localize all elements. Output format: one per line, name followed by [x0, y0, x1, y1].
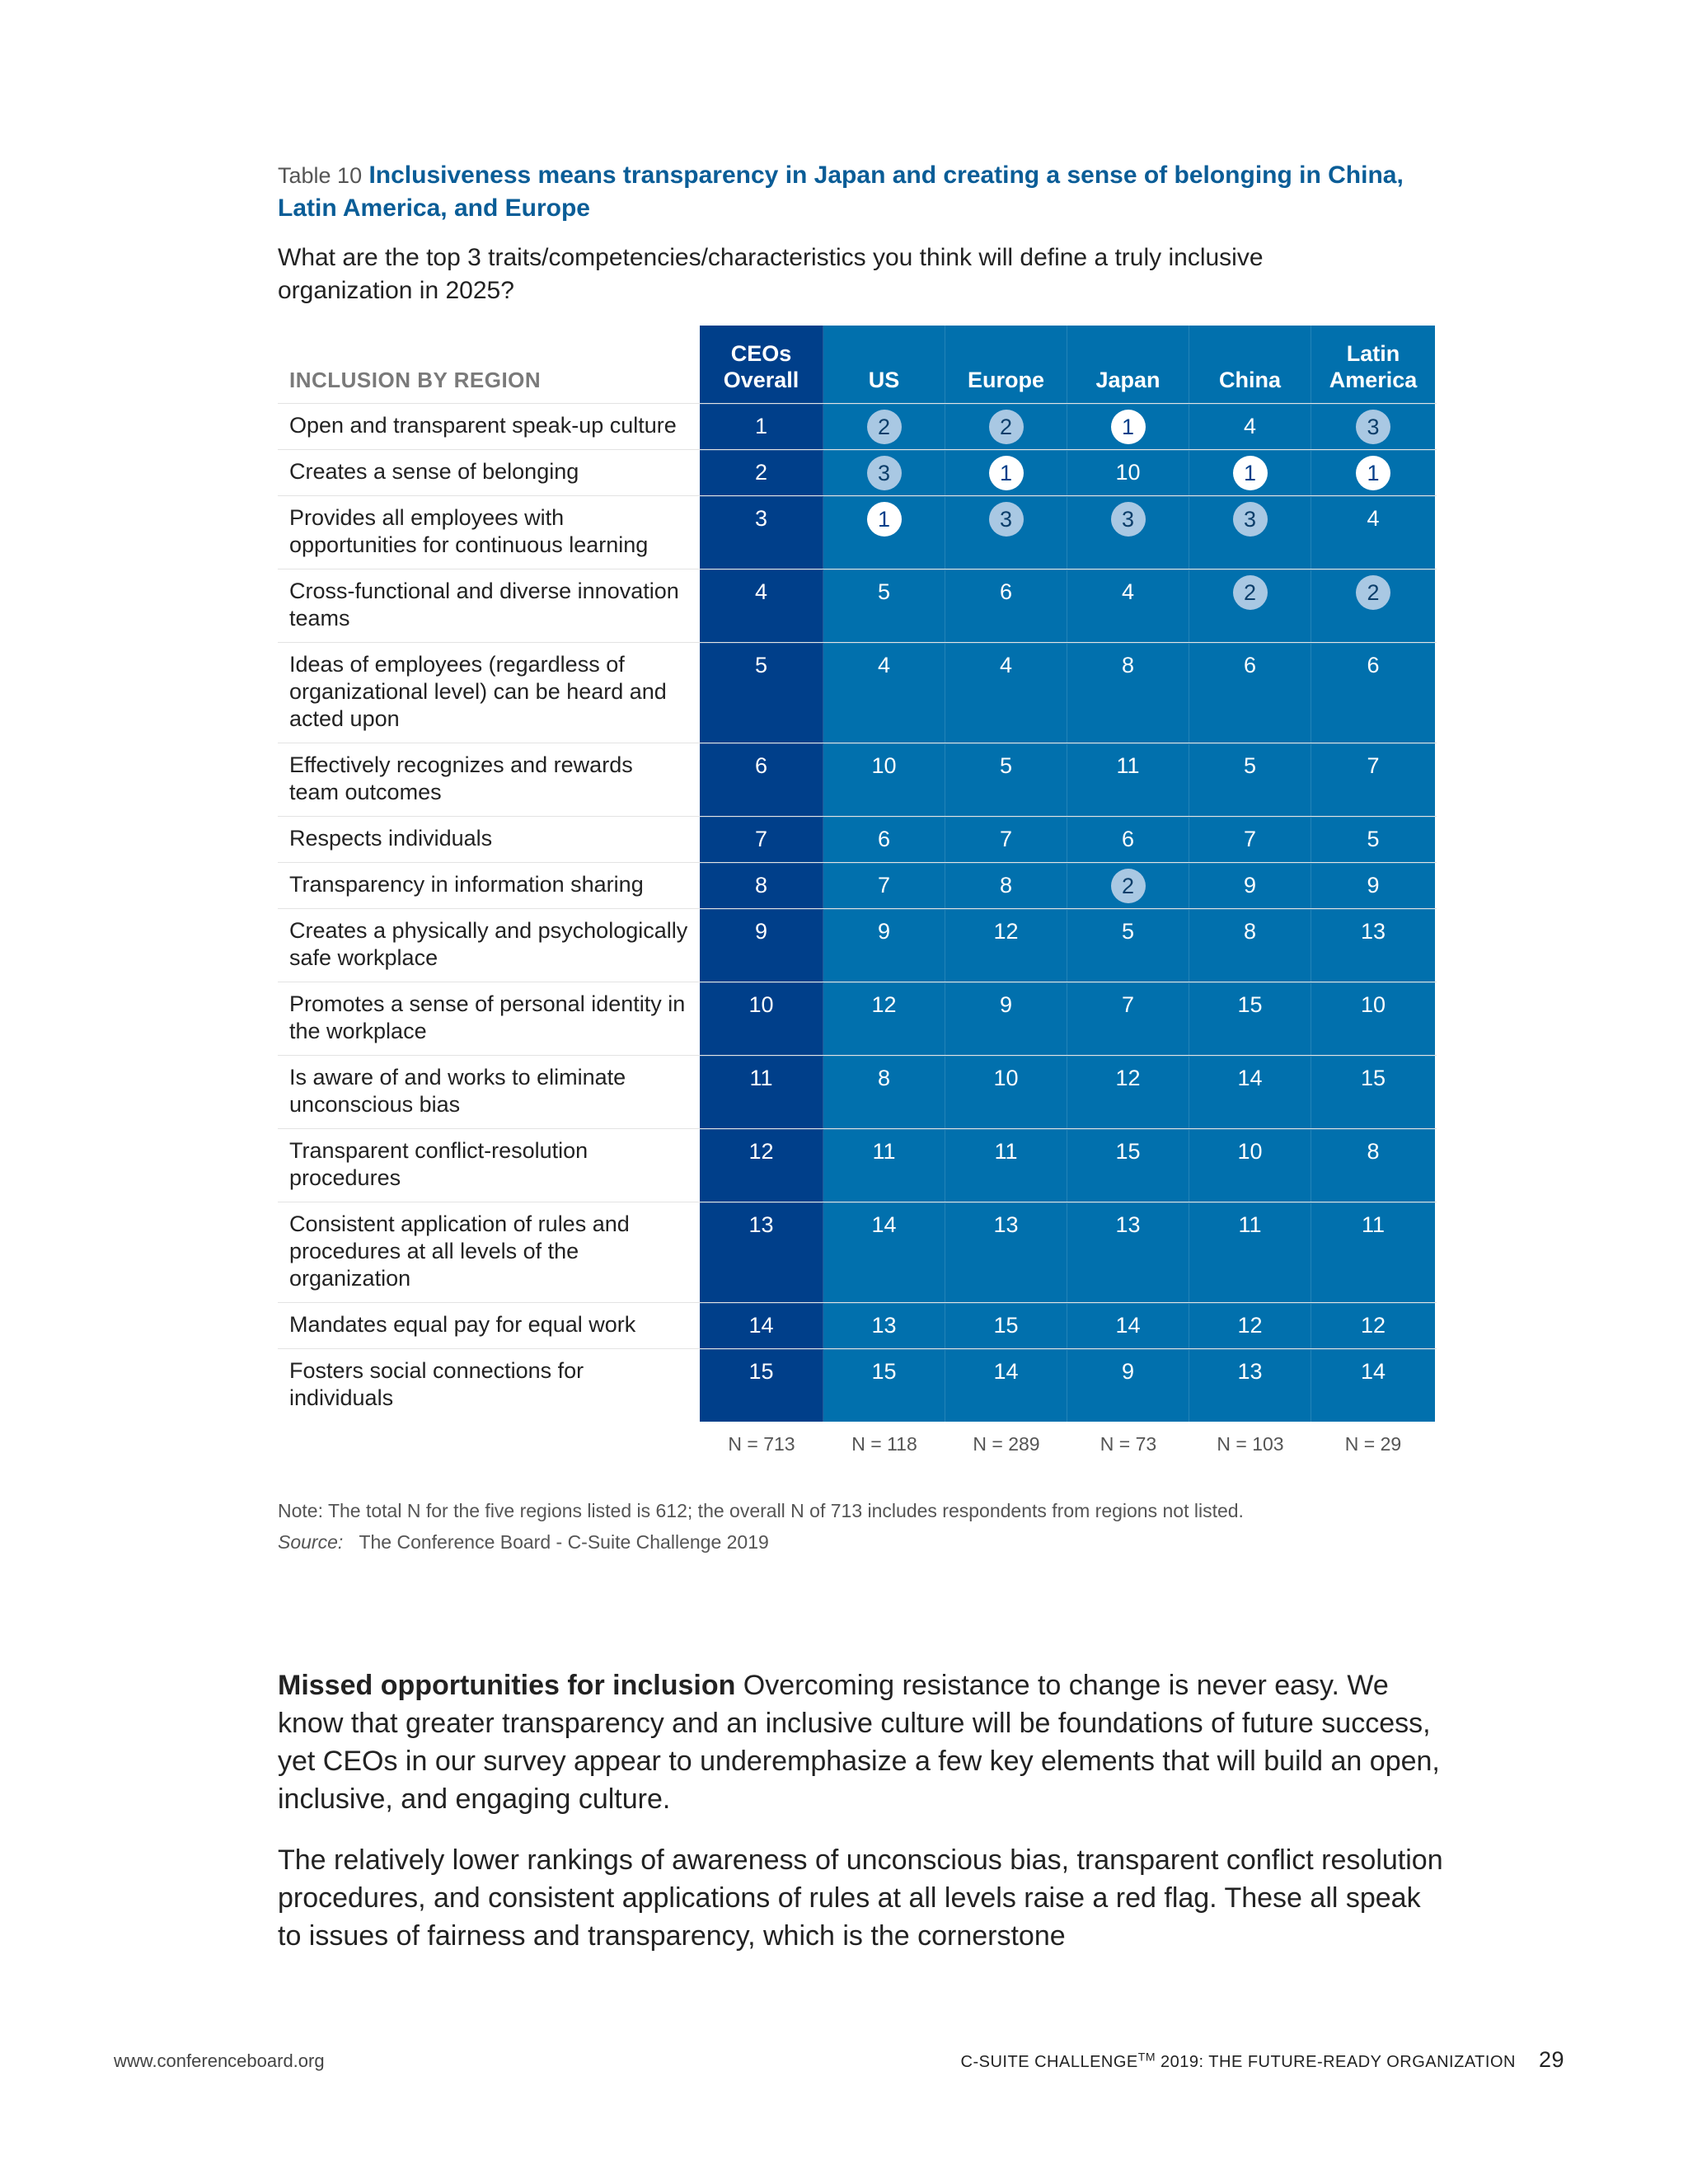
rank-value: 7: [1243, 827, 1257, 851]
rank-badge-top3: 3: [1356, 410, 1390, 444]
table-row: [278, 1302, 1437, 1348]
column-header: [1311, 326, 1435, 403]
table-row: [278, 816, 1437, 862]
rank-cell: [1067, 1056, 1189, 1128]
rank-value: 13: [748, 1212, 774, 1237]
ranking-table: [278, 326, 1437, 1422]
sample-size: N = 103: [1217, 1433, 1284, 1455]
rank-value: 12: [1360, 1313, 1386, 1338]
row-label: Fosters social connections for individuals: [289, 1358, 584, 1410]
rank-value: 4: [754, 579, 768, 604]
rank-cell: [823, 817, 945, 862]
rank-cell: [945, 863, 1067, 908]
rank-value: 15: [1237, 992, 1263, 1017]
rank-value: 8: [1121, 653, 1135, 677]
rank-cell: [1189, 1303, 1311, 1348]
publication-title-a: C-SUITE CHALLENGE: [960, 2053, 1138, 2071]
table-row: [278, 569, 1437, 642]
rank-value: 13: [993, 1212, 1019, 1237]
sample-size-row: [278, 1433, 1448, 1455]
body-paragraph-1: [278, 1666, 1448, 1818]
rank-value: 11: [1238, 1212, 1262, 1237]
rank-cell: [1189, 569, 1311, 642]
rank-value: 12: [871, 992, 897, 1017]
sample-size: N = 118: [851, 1433, 917, 1455]
rank-value: 9: [754, 919, 768, 944]
rank-badge-top3: 1: [989, 456, 1024, 490]
rank-badge-top3: 3: [1233, 502, 1268, 537]
row-label: Provides all employees with opportunities for continuous learning: [289, 505, 649, 557]
rank-value: 14: [993, 1359, 1019, 1384]
rank-cell: [1311, 496, 1435, 569]
rank-cell: [945, 404, 1067, 449]
rank-value: 6: [1243, 653, 1257, 677]
rank-badge-top3: 1: [1233, 456, 1268, 490]
table-row: [278, 1055, 1437, 1128]
column-header: [1067, 326, 1189, 403]
rank-badge-top3: 2: [867, 410, 902, 444]
rank-cell: [1311, 1129, 1435, 1202]
rank-cell: [700, 450, 823, 495]
rank-cell: [1189, 496, 1311, 569]
rank-cell: [1189, 863, 1311, 908]
sample-size: N = 73: [1100, 1433, 1157, 1455]
rank-cell: [1311, 643, 1435, 743]
rank-cell: [1189, 743, 1311, 816]
column-header-line: Japan: [1095, 368, 1160, 392]
rank-value: 14: [1360, 1359, 1386, 1384]
paragraph-lead: Missed opportunities for inclusion: [278, 1670, 736, 1701]
rank-cell: [945, 982, 1067, 1055]
rank-cell: [823, 569, 945, 642]
rank-cell: [823, 982, 945, 1055]
rank-value: 10: [871, 753, 897, 778]
rank-value: 11: [749, 1066, 773, 1090]
rank-badge-top3: 2: [1356, 575, 1390, 610]
rank-cell: [945, 569, 1067, 642]
column-header-line: CEOs: [730, 341, 792, 366]
rank-value: 9: [1121, 1359, 1135, 1384]
rank-value: 12: [748, 1139, 774, 1164]
rank-value: 6: [1367, 653, 1380, 677]
sample-size: N = 289: [973, 1433, 1040, 1455]
rank-value: 8: [1243, 919, 1257, 944]
rank-cell: [1067, 1349, 1189, 1422]
rank-value: 3: [754, 506, 768, 531]
rank-value: 15: [871, 1359, 897, 1384]
rank-value: 4: [1121, 579, 1135, 604]
source-text: The Conference Board - C-Suite Challenge 2019: [359, 1531, 769, 1553]
rank-value: 5: [1121, 919, 1135, 944]
publication-title-b: 2019: THE FUTURE-READY ORGANIZATION: [1155, 2053, 1516, 2071]
rank-badge-top3: 2: [1233, 575, 1268, 610]
body-paragraph-2: The relatively lower rankings of awareness of unconscious bias, transparent conflict resolution procedures, and consistent applications of rules at all levels raise a red flag. These all speak to issues of fairness and transparency, which is the cornerstone: [278, 1844, 1443, 1952]
page-number: 29: [1538, 2047, 1564, 2072]
table-row: [278, 1348, 1437, 1422]
rank-cell: [1311, 1056, 1435, 1128]
rank-value: 14: [748, 1313, 774, 1338]
rank-value: 5: [754, 653, 768, 677]
rank-cell: [823, 743, 945, 816]
rank-value: 8: [754, 873, 768, 898]
row-label: Is aware of and works to eliminate unconscious bias: [289, 1065, 626, 1117]
rank-cell: [1189, 404, 1311, 449]
rank-cell: [945, 817, 1067, 862]
rank-cell: [823, 863, 945, 908]
rank-value: 7: [1367, 753, 1380, 778]
rank-value: 13: [1360, 919, 1386, 944]
rank-cell: [700, 1129, 823, 1202]
rank-value: 12: [993, 919, 1019, 944]
table-row: [278, 982, 1437, 1055]
rank-cell: [945, 1202, 1067, 1302]
rank-value: 4: [1367, 506, 1380, 531]
rank-value: 11: [872, 1139, 896, 1164]
rank-cell: [823, 404, 945, 449]
rank-badge-top3: 1: [1356, 456, 1390, 490]
rank-badge-top3: 1: [867, 502, 902, 537]
rank-value: 1: [754, 414, 768, 438]
rank-cell: [700, 643, 823, 743]
rank-cell: [1067, 817, 1189, 862]
rank-cell: [1311, 404, 1435, 449]
rank-cell: [1067, 743, 1189, 816]
rank-cell: [1189, 1349, 1311, 1422]
rank-value: 10: [993, 1066, 1019, 1090]
trademark: TM: [1137, 2050, 1156, 2064]
rank-cell: [1067, 1202, 1189, 1302]
rank-value: 7: [877, 873, 891, 898]
rank-value: 7: [999, 827, 1013, 851]
rank-cell: [1067, 569, 1189, 642]
rank-cell: [823, 1129, 945, 1202]
rank-cell: [945, 1129, 1067, 1202]
rank-cell: [1067, 982, 1189, 1055]
rank-cell: [945, 496, 1067, 569]
row-label: Transparency in information sharing: [289, 872, 644, 897]
rank-value: 12: [1237, 1313, 1263, 1338]
rank-value: 11: [1116, 753, 1140, 778]
table-row: [278, 862, 1437, 908]
rank-cell: [1311, 1303, 1435, 1348]
rank-cell: [823, 496, 945, 569]
rank-value: 10: [1115, 460, 1141, 485]
column-header: [945, 326, 1067, 403]
rank-value: 5: [1367, 827, 1380, 851]
rank-cell: [1311, 1349, 1435, 1422]
rank-value: 14: [871, 1212, 897, 1237]
row-header-label: INCLUSION BY REGION: [289, 368, 542, 392]
row-label: Transparent conflict-resolution procedures: [289, 1138, 588, 1190]
row-label: Cross-functional and diverse innovation teams: [289, 579, 679, 630]
rank-cell: [700, 1056, 823, 1128]
rank-cell: [823, 1349, 945, 1422]
rank-cell: [1189, 1056, 1311, 1128]
rank-cell: [945, 743, 1067, 816]
rank-value: 15: [1115, 1139, 1141, 1164]
table-note: [278, 1495, 1448, 1558]
column-header-line: China: [1218, 368, 1281, 392]
rank-cell: [700, 982, 823, 1055]
rank-cell: [700, 569, 823, 642]
source-line: [278, 1526, 1448, 1558]
rank-value: 5: [877, 579, 891, 604]
rank-cell: [1067, 909, 1189, 982]
rank-cell: [1067, 1129, 1189, 1202]
rank-value: 10: [748, 992, 774, 1017]
rank-cell: [823, 909, 945, 982]
rank-cell: [823, 450, 945, 495]
rank-badge-top3: 3: [867, 456, 902, 490]
rank-cell: [1067, 863, 1189, 908]
survey-question: What are the top 3 traits/competencies/characteristics you think will define a truly inclusive organization in 2025?: [278, 244, 1264, 304]
rank-cell: [700, 404, 823, 449]
rank-cell: [945, 1303, 1067, 1348]
rank-cell: [1311, 982, 1435, 1055]
rank-cell: [700, 909, 823, 982]
rank-cell: [700, 1303, 823, 1348]
rank-value: 6: [1121, 827, 1135, 851]
table-row: [278, 1202, 1437, 1302]
rank-cell: [1067, 404, 1189, 449]
rank-cell: [700, 496, 823, 569]
table-row: [278, 403, 1437, 449]
rank-cell: [1189, 450, 1311, 495]
rank-value: 9: [1367, 873, 1380, 898]
rank-cell: [823, 643, 945, 743]
rank-value: 8: [877, 1066, 891, 1090]
column-header: [823, 326, 945, 403]
column-header: [1189, 326, 1311, 403]
table-header: [278, 326, 1437, 403]
rank-cell: [1067, 1303, 1189, 1348]
rank-cell: [823, 1056, 945, 1128]
row-label: Mandates equal pay for equal work: [289, 1312, 636, 1337]
column-header-line: US: [868, 368, 900, 392]
rank-value: 15: [993, 1313, 1019, 1338]
rank-cell: [1189, 1202, 1311, 1302]
row-label: Respects individuals: [289, 826, 493, 851]
rank-value: 13: [1115, 1212, 1141, 1237]
row-label: Ideas of employees (regardless of organizational level) can be heard and acted upon: [289, 652, 667, 731]
rank-value: 7: [754, 827, 768, 851]
row-label: Creates a sense of belonging: [289, 459, 579, 484]
rank-cell: [700, 1349, 823, 1422]
footer-url[interactable]: www.conferenceboard.org: [114, 2050, 325, 2071]
rank-badge-top3: 3: [989, 502, 1024, 537]
sample-size: N = 713: [728, 1433, 795, 1455]
rank-cell: [700, 743, 823, 816]
rank-cell: [1311, 1202, 1435, 1302]
row-label: Effectively recognizes and rewards team outcomes: [289, 752, 633, 804]
paragraph-1-text: Overcoming resistance to change is never easy. We know that greater transparency and an inclusive culture will be foundations of future success, yet CEOs in our survey appear to underemphasize a few key elements that will build an open, inclusive, and engaging culture.: [278, 1670, 1440, 1815]
rank-value: 8: [1367, 1139, 1380, 1164]
table-title-text: Inclusiveness means transparency in Japan and creating a sense of belonging in China, Latin America, and Europe: [278, 162, 1404, 222]
rank-value: 10: [1360, 992, 1386, 1017]
rank-badge-top3: 1: [1111, 410, 1146, 444]
table-row: [278, 908, 1437, 982]
rank-cell: [1311, 863, 1435, 908]
rank-value: 2: [754, 460, 768, 485]
rank-value: 11: [1361, 1212, 1386, 1237]
rank-cell: [945, 643, 1067, 743]
row-label: Consistent application of rules and procedures at all levels of the organization: [289, 1212, 630, 1291]
rank-value: 4: [1243, 414, 1257, 438]
rank-cell: [945, 1349, 1067, 1422]
rank-cell: [945, 1056, 1067, 1128]
column-header: [700, 326, 823, 403]
table-body: [278, 403, 1437, 1422]
rank-value: 5: [1243, 753, 1257, 778]
row-label: Promotes a sense of personal identity in the workplace: [289, 991, 686, 1043]
rank-cell: [823, 1202, 945, 1302]
rank-value: 6: [999, 579, 1013, 604]
rank-cell: [700, 863, 823, 908]
rank-cell: [823, 1303, 945, 1348]
page-content: [278, 159, 1448, 1955]
column-header-line: Latin: [1346, 341, 1400, 366]
rank-cell: [700, 817, 823, 862]
rank-value: 15: [748, 1359, 774, 1384]
rank-cell: [1311, 817, 1435, 862]
rank-value: 9: [877, 919, 891, 944]
rank-cell: [1067, 450, 1189, 495]
rank-cell: [700, 1202, 823, 1302]
column-header-line: Overall: [723, 368, 799, 392]
rank-value: 10: [1237, 1139, 1263, 1164]
rank-value: 6: [754, 753, 768, 778]
rank-cell: [1189, 817, 1311, 862]
rank-value: 9: [999, 992, 1013, 1017]
rank-value: 4: [999, 653, 1013, 677]
rank-value: 13: [871, 1313, 897, 1338]
rank-badge-top3: 3: [1111, 502, 1146, 537]
rank-value: 7: [1121, 992, 1135, 1017]
rank-cell: [945, 909, 1067, 982]
rank-cell: [1189, 1129, 1311, 1202]
footer-publication: [961, 2047, 1564, 2073]
column-header-line: Europe: [967, 368, 1044, 392]
rank-cell: [1189, 643, 1311, 743]
rank-cell: [945, 450, 1067, 495]
rank-value: 5: [999, 753, 1013, 778]
table-row: [278, 495, 1437, 569]
table-row: [278, 642, 1437, 743]
rank-value: 6: [877, 827, 891, 851]
rank-value: 11: [994, 1139, 1018, 1164]
rank-cell: [1311, 909, 1435, 982]
rank-value: 15: [1360, 1066, 1386, 1090]
table-title: [278, 159, 1448, 225]
row-label: Creates a physically and psychologically safe workplace: [289, 918, 688, 970]
source-label: Source:: [278, 1531, 344, 1553]
rank-value: 9: [1243, 873, 1257, 898]
rank-value: 14: [1115, 1313, 1141, 1338]
rank-cell: [1311, 569, 1435, 642]
rank-value: 8: [999, 873, 1013, 898]
column-header-line: America: [1329, 368, 1418, 392]
rank-cell: [1189, 909, 1311, 982]
rank-cell: [1311, 450, 1435, 495]
sample-size: N = 29: [1344, 1433, 1402, 1455]
rank-cell: [1067, 496, 1189, 569]
table-number: Table 10: [278, 163, 363, 188]
table-row: [278, 1128, 1437, 1202]
rank-value: 14: [1237, 1066, 1263, 1090]
rank-cell: [1067, 643, 1189, 743]
rank-value: 4: [877, 653, 891, 677]
table-row: [278, 449, 1437, 495]
rank-badge-top3: 2: [989, 410, 1024, 444]
table-row: [278, 743, 1437, 816]
rank-cell: [1311, 743, 1435, 816]
row-label: Open and transparent speak-up culture: [289, 413, 677, 438]
rank-badge-top3: 2: [1111, 869, 1146, 903]
note-text: Note: The total N for the five regions listed is 612; the overall N of 713 includes respondents from regions not listed.: [278, 1500, 1244, 1521]
rank-value: 13: [1237, 1359, 1263, 1384]
rank-cell: [1189, 982, 1311, 1055]
rank-value: 12: [1115, 1066, 1141, 1090]
